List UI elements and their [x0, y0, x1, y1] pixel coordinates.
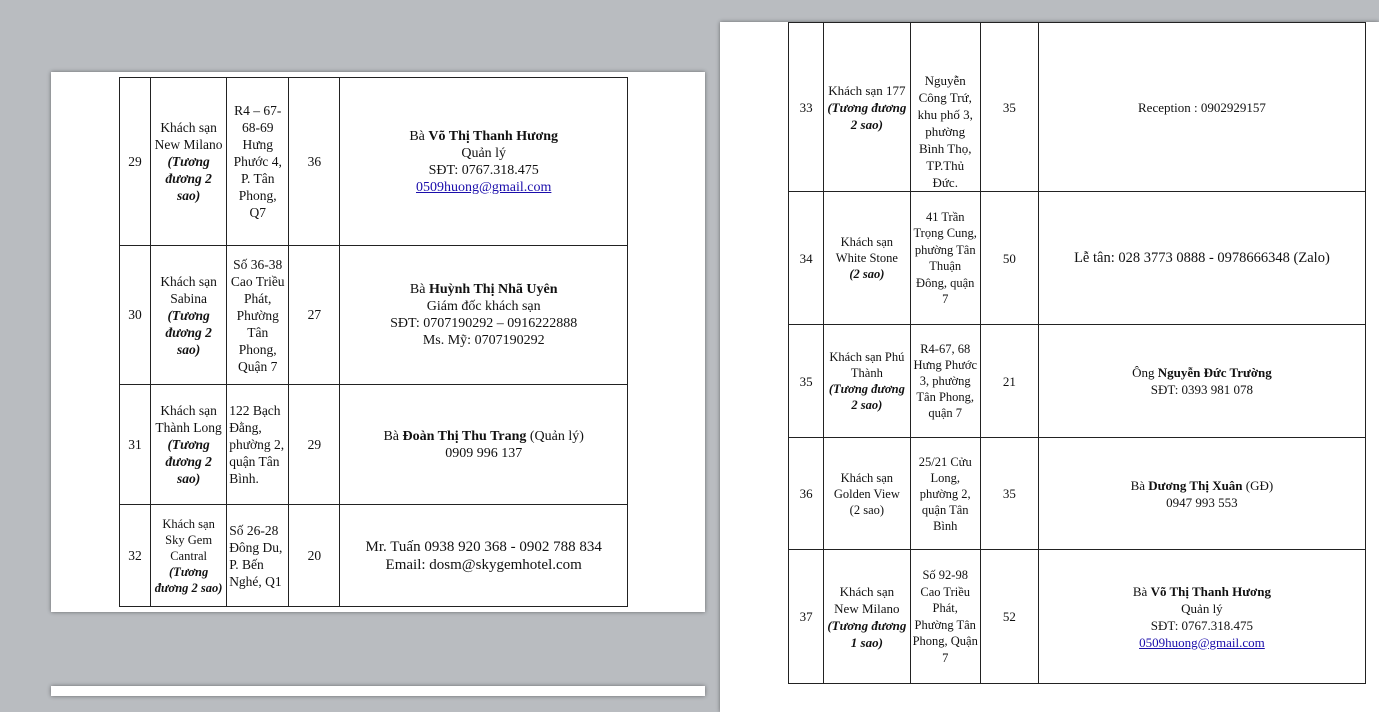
contact-suffix: (Quản lý): [529, 428, 584, 444]
row-number: 34: [789, 192, 824, 325]
contact-person-line: [342, 128, 625, 145]
hotel-table-left: [119, 77, 628, 607]
contact-cell: [340, 505, 628, 607]
contact-name: Võ Thị Thanh Hương: [1150, 583, 1271, 599]
contact-person-line: [342, 281, 625, 298]
table-row: [789, 438, 1366, 550]
contact-cell: [1038, 325, 1365, 438]
contact-line-1: Mr. Tuấn 0938 920 368 - 0902 788 834: [365, 538, 602, 555]
room-count: 27: [289, 246, 340, 385]
hotel-rating: (2 sao): [849, 502, 885, 517]
hotel-address: 122 Bạch Đằng, phường 2, quận Tân Bình.: [227, 385, 289, 505]
contact-person-line: [1041, 477, 1363, 494]
hotel-address: Số 26-28 Đông Du, P. Bến Nghé, Q1: [227, 505, 289, 607]
contact-title: Bà: [409, 128, 425, 144]
contact-title: Ông: [1132, 365, 1155, 380]
contact-person-line: [1041, 364, 1363, 381]
hotel-name: Khách sạn Thành Long: [155, 403, 222, 435]
hotel-name-cell: [824, 23, 910, 192]
hotel-name-cell: [151, 246, 227, 385]
table-row: [120, 505, 628, 607]
hotel-rating: (Tương đương 2 sao): [165, 307, 212, 357]
row-number: 35: [789, 325, 824, 438]
hotel-rating: (2 sao): [849, 267, 885, 281]
hotel-table-right: [788, 22, 1366, 684]
row-number: 36: [789, 438, 824, 550]
hotel-name: Khách sạn New Milano: [834, 583, 900, 616]
contact-line-1: Lễ tân: 028 3773 0888 - 0978666348 (Zalo): [1074, 249, 1330, 266]
contact-title: Bà: [409, 282, 426, 297]
contact-phone: 0909 996 137: [445, 445, 523, 461]
document-page-right: [720, 22, 1379, 712]
row-number: 32: [120, 505, 151, 607]
hotel-name-cell: [151, 385, 227, 505]
document-page-next: [51, 686, 705, 696]
hotel-rating: (Tương đương 2 sao): [827, 99, 907, 132]
hotel-name-cell: [824, 325, 910, 438]
hotel-address: Nguyễn Công Trứ, khu phố 3, phường Bình Thọ, TP.Thủ Đức.: [910, 23, 980, 192]
contact-person-line: [1041, 583, 1363, 600]
contact-name: Huỳnh Thị Nhã Uyên: [428, 282, 558, 297]
hotel-address: 41 Trần Trọng Cung, phường Tân Thuận Đông, quận 7: [910, 192, 980, 325]
contact-name: Võ Thị Thanh Hương: [428, 128, 559, 144]
contact-cell: [1038, 23, 1365, 192]
room-count: 20: [289, 505, 340, 607]
table-row: [789, 23, 1366, 192]
hotel-name: Khách sạn Golden View: [833, 470, 900, 501]
hotel-rating: (Tương đương 1 sao): [827, 617, 907, 650]
hotel-name: Khách sạn 177: [828, 82, 906, 98]
table-row: [789, 192, 1366, 325]
room-count: 36: [289, 78, 340, 246]
contact-line-1: Reception : 0902929157: [1138, 99, 1266, 115]
hotel-name: Khách sạn New Milano: [154, 120, 223, 152]
hotel-name-cell: [824, 438, 910, 550]
hotel-name-cell: [151, 505, 227, 607]
contact-name: Nguyễn Đức Trường: [1157, 365, 1272, 380]
row-number: 29: [120, 78, 151, 246]
hotel-name: Khách sạn Sky Gem Cantral: [162, 516, 215, 563]
contact-role: Quản lý: [461, 145, 507, 161]
contact-name: Đoàn Thị Thu Trang: [402, 428, 527, 444]
room-count: 52: [980, 550, 1038, 684]
hotel-rating: (Tương đương 2 sao): [165, 154, 212, 203]
table-row: [120, 78, 628, 246]
hotel-name-cell: [824, 192, 910, 325]
contact-phone: 0947 993 553: [1166, 494, 1238, 510]
room-count: 21: [980, 325, 1038, 438]
contact-cell: [1038, 550, 1365, 684]
hotel-rating: (Tương đương 2 sao): [154, 564, 223, 595]
contact-email-link[interactable]: 0509huong@gmail.com: [1139, 634, 1265, 650]
contact-cell: [340, 246, 628, 385]
table-row: [789, 550, 1366, 684]
document-page-left: [51, 72, 705, 612]
row-number: 37: [789, 550, 824, 684]
hotel-rating: (Tương đương 2 sao): [165, 437, 212, 486]
contact-phone: SĐT: 0707190292 – 0916222888: [390, 316, 578, 331]
contact-email-link[interactable]: 0509huong@gmail.com: [416, 179, 552, 195]
contact-cell: [340, 78, 628, 246]
room-count: 35: [980, 438, 1038, 550]
contact-title: Bà: [1132, 583, 1148, 599]
table-row: [120, 246, 628, 385]
contact-phone: SĐT: 0767.318.475: [1150, 617, 1254, 633]
contact-title: Bà: [1130, 477, 1146, 493]
room-count: 50: [980, 192, 1038, 325]
row-number: 30: [120, 246, 151, 385]
contact-extra: Ms. Mỹ: 0707190292: [422, 333, 545, 348]
hotel-address: R4 – 67-68-69 Hưng Phước 4, P. Tân Phong, Q7: [227, 78, 289, 246]
hotel-address: Số 92-98 Cao Triều Phát, Phường Tân Phong, Quận 7: [910, 550, 980, 684]
contact-role: Quản lý: [1181, 600, 1223, 616]
contact-suffix: (GĐ): [1245, 477, 1274, 493]
room-count: 29: [289, 385, 340, 505]
contact-name: Dương Thị Xuân: [1148, 477, 1243, 493]
hotel-address: Số 36-38 Cao Triều Phát, Phường Tân Phong, Quận 7: [227, 246, 289, 385]
row-number: 33: [789, 23, 824, 192]
table-row: [789, 325, 1366, 438]
hotel-address: 25/21 Cửu Long, phường 2, quận Tân Bình: [910, 438, 980, 550]
contact-cell: [1038, 192, 1365, 325]
row-number: 31: [120, 385, 151, 505]
contact-cell: [1038, 438, 1365, 550]
room-count: 35: [980, 23, 1038, 192]
contact-role: Giám đốc khách sạn: [426, 299, 541, 314]
contact-phone: SĐT: 0767.318.475: [428, 162, 539, 178]
hotel-rating: (Tương đương 2 sao): [828, 382, 905, 412]
hotel-name: Khách sạn Phú Thành: [829, 350, 905, 380]
hotel-address: R4-67, 68 Hưng Phước 3, phường Tân Phong, quận 7: [910, 325, 980, 438]
contact-title: Bà: [383, 428, 400, 444]
contact-cell: [340, 385, 628, 505]
hotel-name: Khách sạn Sabina: [160, 273, 217, 306]
contact-phone: SĐT: 0393 981 078: [1150, 382, 1254, 397]
hotel-name-cell: [824, 550, 910, 684]
table-row: [120, 385, 628, 505]
hotel-name-cell: [151, 78, 227, 246]
contact-person-line: [342, 428, 625, 445]
contact-line-2: Email: dosm@skygemhotel.com: [385, 556, 582, 573]
hotel-name: Khách sạn White Stone: [835, 235, 898, 265]
